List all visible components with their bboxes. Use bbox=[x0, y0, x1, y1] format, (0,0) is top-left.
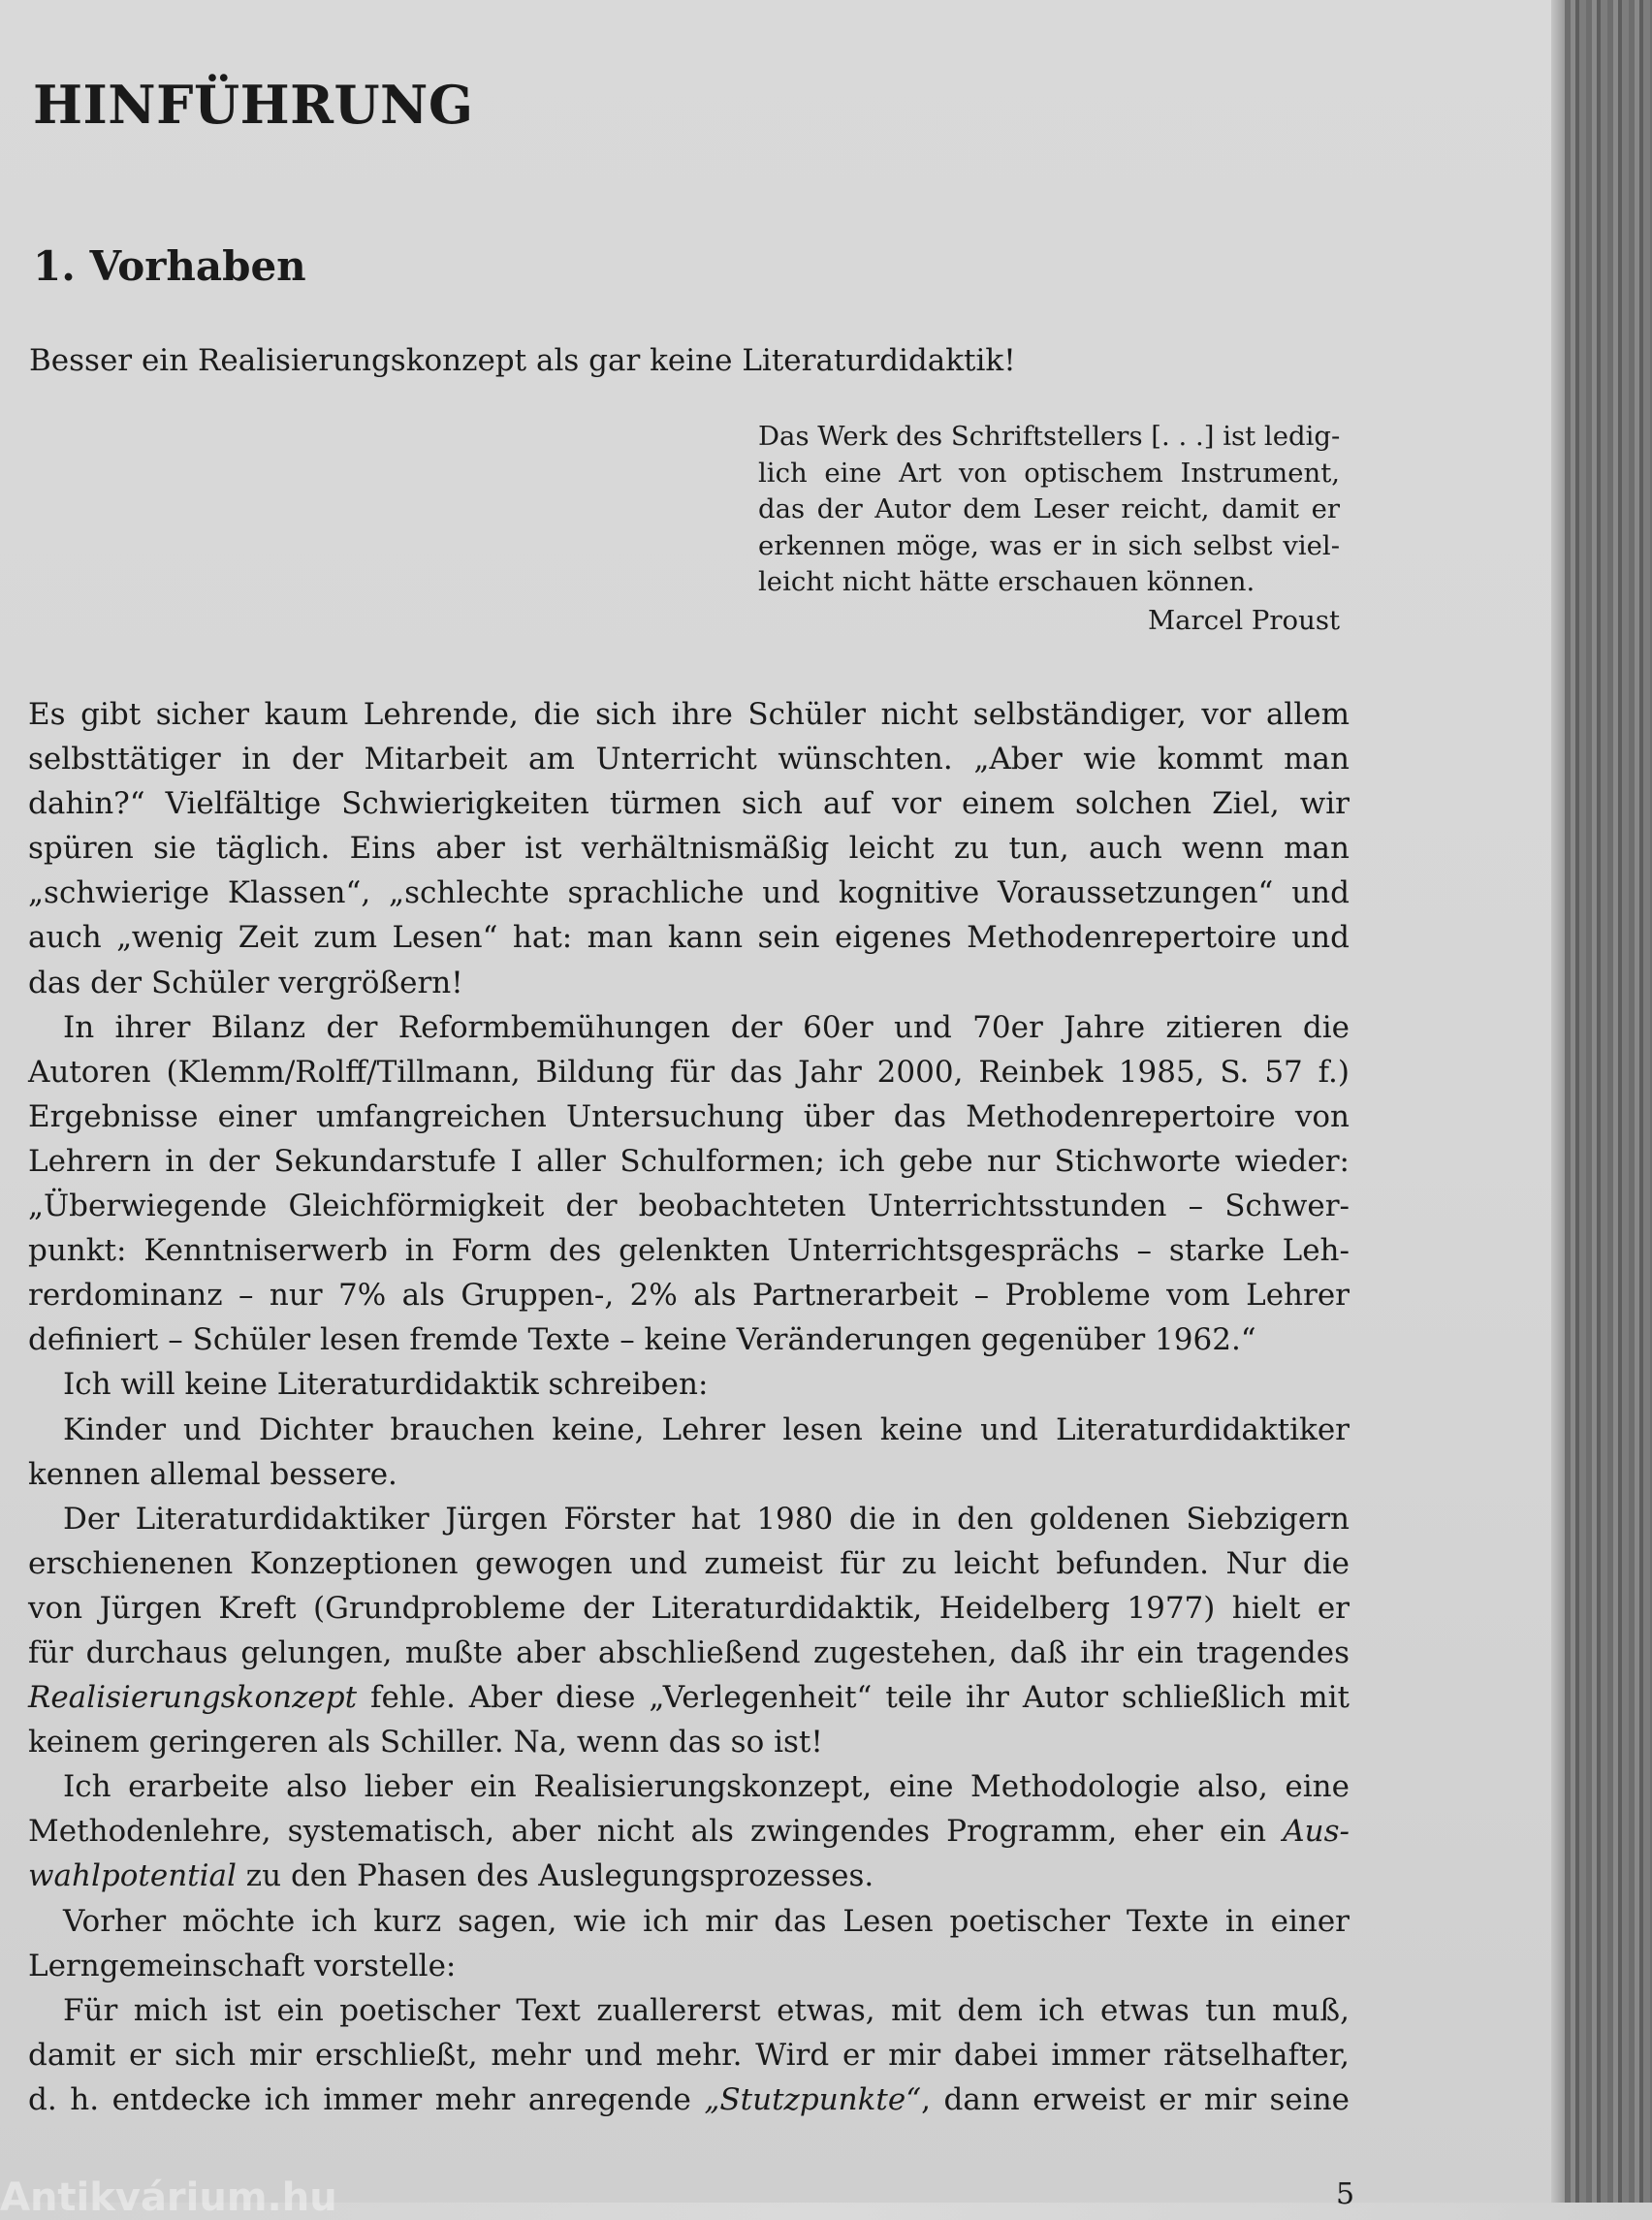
text-segment: d. h. entdecke ich immer mehr anregende bbox=[28, 2081, 705, 2117]
page-edge bbox=[1551, 0, 1565, 2203]
text-line bbox=[28, 1497, 1350, 1541]
text-line bbox=[28, 961, 1350, 1005]
text-segment: rerdominanz – nur 7% als Gruppen-, 2% als Partnerarbeit – Probleme vom Lehrer bbox=[28, 1278, 1350, 1314]
text-line bbox=[28, 1139, 1350, 1184]
text-line bbox=[28, 1184, 1350, 1228]
quote-line: erkennen möge, was er in sich selbst viel- bbox=[758, 529, 1340, 561]
epigraph-quote bbox=[758, 419, 1340, 639]
quote-author: Marcel Proust bbox=[1148, 604, 1340, 636]
text-line bbox=[28, 1094, 1350, 1139]
text-segment: , dann erweist er mir seine bbox=[921, 2081, 1350, 2117]
text-segment: Lehrern in der Sekundarstufe I aller Schulformen; ich gebe nur Stichworte wieder: bbox=[28, 1143, 1350, 1179]
background-surface bbox=[1565, 0, 1652, 2203]
text-line bbox=[28, 692, 1350, 737]
chapter-title: HINFÜHRUNG bbox=[33, 74, 474, 136]
text-line bbox=[28, 1988, 1350, 2033]
text-segment: „schwierige Klassen“, „schlechte sprachliche und kognitive Voraussetzungen“ und bbox=[28, 875, 1350, 911]
text-segment: Es gibt sicher kaum Lehrende, die sich ihre Schüler nicht selbständiger, vor allem bbox=[28, 697, 1350, 732]
text-line bbox=[28, 871, 1350, 915]
text-line bbox=[28, 1541, 1350, 1586]
quote-line: lich eine Art von optischem Instrument, bbox=[758, 457, 1340, 489]
quote-line: das der Autor dem Leser reicht, damit er bbox=[758, 493, 1340, 524]
text-line bbox=[28, 1273, 1350, 1317]
text-segment: damit er sich mir erschließt, mehr und mehr. Wird er mir dabei immer rätselhafter, bbox=[28, 2037, 1350, 2073]
italic-text: Realisierungskonzept bbox=[28, 1680, 358, 1716]
text-segment: kennen allemal bessere. bbox=[28, 1456, 397, 1492]
text-line bbox=[28, 1408, 1350, 1452]
quote-line: Das Werk des Schriftstellers [. . .] ist ledig- bbox=[758, 421, 1341, 452]
text-segment: In ihrer Bilanz der Reformbemühungen der 60er und 70er Jahre zitieren die bbox=[63, 1009, 1350, 1045]
text-line bbox=[28, 1809, 1350, 1854]
text-segment: Methodenlehre, systematisch, aber nicht als zwingendes Programm, eher ein bbox=[28, 1814, 1284, 1850]
text-segment: Ich will keine Literaturdidaktik schreiben: bbox=[63, 1367, 709, 1403]
text-segment: Für mich ist ein poetischer Text zuallererst etwas, mit dem ich etwas tun muß, bbox=[63, 1992, 1350, 2028]
text-line bbox=[28, 737, 1350, 781]
text-segment: fehle. Aber diese „Verlegenheit“ teile ihr Autor schließlich mit bbox=[357, 1680, 1350, 1716]
text-line bbox=[28, 1228, 1350, 1273]
text-line bbox=[28, 1675, 1350, 1720]
italic-text: wahlpotential bbox=[28, 1858, 237, 1894]
italic-text: „Stutzpunkte“ bbox=[704, 2081, 922, 2117]
text-line bbox=[28, 1452, 1350, 1497]
text-segment: punkt: Kenntniserwerb in Form des gelenkten Unterrichtsgesprächs – starke Leh- bbox=[28, 1233, 1350, 1269]
text-segment: „Überwiegende Gleichförmigkeit der beobachteten Unterrichtsstunden – Schwer- bbox=[28, 1189, 1350, 1224]
text-segment: keinem geringeren als Schiller. Na, wenn das so ist! bbox=[28, 1725, 823, 1760]
text-line bbox=[28, 1854, 1350, 1898]
text-segment: Vorher möchte ich kurz sagen, wie ich mir das Lesen poetischer Texte in einer bbox=[63, 1903, 1350, 1939]
text-segment: spüren sie täglich. Eins aber ist verhältnismäßig leicht zu tun, auch wenn man bbox=[28, 831, 1350, 867]
italic-text: Aus- bbox=[1283, 1814, 1350, 1850]
text-segment: zu den Phasen des Auslegungsprozesses. bbox=[236, 1858, 874, 1894]
text-segment: erschienenen Konzeptionen gewogen und zumeist für zu leicht befunden. Nur die bbox=[28, 1545, 1350, 1581]
page-number: 5 bbox=[1336, 2177, 1355, 2211]
text-segment: Der Literaturdidaktiker Jürgen Förster hat 1980 die in den goldenen Siebzigern bbox=[63, 1501, 1350, 1537]
text-line bbox=[28, 781, 1350, 826]
text-line bbox=[28, 1362, 1350, 1407]
text-line bbox=[28, 826, 1350, 871]
text-line bbox=[28, 1005, 1350, 1050]
text-line bbox=[28, 1317, 1350, 1362]
text-segment: das der Schüler vergrößern! bbox=[28, 965, 463, 1000]
text-line bbox=[28, 1050, 1350, 1094]
text-segment: Kinder und Dichter brauchen keine, Lehrer lesen keine und Literaturdidaktiker bbox=[63, 1411, 1350, 1447]
text-line bbox=[28, 1720, 1350, 1764]
text-line bbox=[28, 1899, 1350, 1944]
text-segment: definiert – Schüler lesen fremde Texte – keine Veränderungen gegenüber 1962.“ bbox=[28, 1322, 1256, 1358]
text-segment: selbsttätiger in der Mitarbeit am Unterricht wünschten. „Aber wie kommt man bbox=[28, 742, 1350, 777]
quote-line: leicht nicht hätte erschauen können. bbox=[758, 566, 1255, 597]
text-line bbox=[28, 2033, 1350, 2077]
text-line bbox=[28, 915, 1350, 960]
text-line bbox=[28, 1586, 1350, 1631]
text-segment: Lerngemeinschaft vorstelle: bbox=[28, 1948, 457, 1983]
text-segment: dahin?“ Vielfältige Schwierigkeiten türmen sich auf vor einem solchen Ziel, wir bbox=[28, 786, 1350, 822]
watermark: Antikvárium.hu bbox=[0, 2175, 337, 2220]
text-segment: Ergebnisse einer umfangreichen Untersuchung über das Methodenrepertoire von bbox=[28, 1098, 1350, 1134]
text-line bbox=[28, 1764, 1350, 1809]
text-segment: von Jürgen Kreft (Grundprobleme der Literaturdidaktik, Heidelberg 1977) hielt er bbox=[28, 1590, 1350, 1626]
motto: Besser ein Realisierungskonzept als gar keine Literaturdidaktik! bbox=[29, 343, 1016, 378]
body-text bbox=[28, 692, 1350, 2122]
text-segment: Autoren (Klemm/Rolff/Tillmann, Bildung für das Jahr 2000, Reinbek 1985, S. 57 f.) bbox=[28, 1054, 1350, 1090]
text-segment: für durchaus gelungen, mußte aber abschließend zugestehen, daß ihr ein tragendes bbox=[28, 1634, 1350, 1670]
section-title: 1. Vorhaben bbox=[33, 242, 306, 290]
text-line bbox=[28, 1944, 1350, 1988]
text-line bbox=[28, 1631, 1350, 1675]
text-segment: auch „wenig Zeit zum Lesen“ hat: man kann sein eigenes Methodenrepertoire und bbox=[28, 920, 1350, 956]
text-line bbox=[28, 2077, 1350, 2122]
text-segment: Ich erarbeite also lieber ein Realisierungskonzept, eine Methodologie also, eine bbox=[63, 1769, 1350, 1805]
